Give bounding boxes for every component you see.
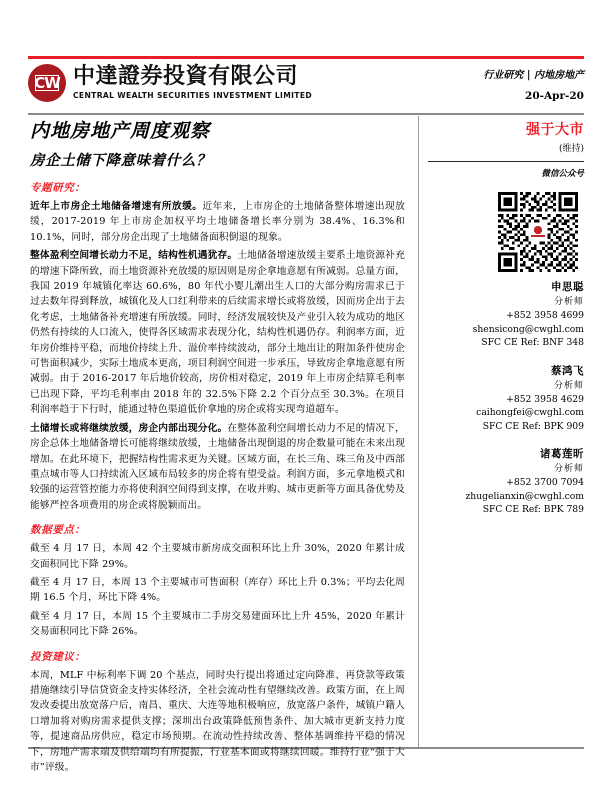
analyst-role: 分析师 bbox=[553, 464, 584, 474]
report-body bbox=[30, 180, 405, 778]
qr-code-icon bbox=[498, 192, 578, 272]
brand-name-en: CENTRAL WEALTH SECURITIES INVESTMENT LIMITED bbox=[73, 91, 313, 100]
section-heading-advice: 投资建议： bbox=[30, 650, 86, 663]
wechat-label: 微信公众号 bbox=[541, 169, 584, 180]
data-point: 截至 4 月 17 日，本周 42 个主要城市新房成交面积环比上升 30%，2020 年累计成交面积同比下降 29%。 bbox=[30, 543, 405, 570]
analyst-phone: +852 3700 7094 bbox=[506, 477, 584, 488]
wechat-qr-code[interactable] bbox=[498, 192, 578, 272]
cw-logo-text: CW bbox=[34, 74, 60, 92]
analyst-name: 诸葛莲昕 bbox=[540, 448, 584, 460]
brand-name-cn: 中達證券投資有限公司 bbox=[73, 64, 299, 89]
analyst-role: 分析师 bbox=[553, 380, 584, 391]
page-subtitle: 房企土储下降意味着什么？ bbox=[30, 152, 212, 169]
analyst-entry bbox=[428, 364, 584, 434]
sector-label: 行业研究 | 内地房地产 bbox=[483, 70, 584, 81]
title-block bbox=[30, 118, 400, 172]
analyst-name: 申思聪 bbox=[551, 281, 584, 293]
analyst-sfc-ref: SFC CE Ref: BPK 909 bbox=[482, 420, 584, 432]
data-point: 截至 4 月 17 日，本周 13 个主要城市可售面积（库存）环比上升 0.3%；平均去化周期 16.5 个月，环比下降 4%。 bbox=[30, 576, 405, 604]
advice-paragraph: 本周，MLF 中标利率下调 20 个基点，同时央行提出将通过定向降准、再贷款等政策措施继续引导信贷资金支持实体经济，全社会流动性有望继续改善。政策方面，在上周发改委提出放宽落户后，南昌、重庆、大连等地积极响应，放宽落户条件，城镇户籍人口增加将对购房需求提供支撑；深圳出台政策降低预售条件、加大城市更新支持力度等，提速商品房供应，稳定市场预期。在流动性持续改善、整体基调维持平稳的情况下，房地产需求端及供给端均有所提振，行业基本面或将继续回暖。维持行业“强于大市”评级。 bbox=[30, 669, 405, 773]
paragraph-text: 近年来，上市房企的土地储备整体增速出现放缓，2017-2019 年上市房企加权平均土地储备增长率分别为 38.4%、16.3%和 10.1%，同时，部分房企出现了土地储备面积倒退的现象。 bbox=[30, 201, 405, 243]
analyst-email[interactable]: zhugelianxin@cwghl.com bbox=[465, 490, 584, 502]
report-date: 20-Apr-20 bbox=[525, 90, 584, 102]
company-logo bbox=[28, 64, 312, 102]
analyst-name: 蔡鸿飞 bbox=[551, 364, 584, 377]
cw-logo-icon bbox=[28, 64, 66, 102]
header-right bbox=[374, 68, 584, 104]
rating-status: (维持) bbox=[558, 144, 584, 154]
analyst-phone: +852 3958 4699 bbox=[506, 310, 584, 321]
rating-value: 强于大市 bbox=[526, 122, 584, 138]
data-point: 截至 4 月 17 日，本周 15 个主要城市二手房交易建面环比上升 45%，2020 年累计交易面积同比下降 26%。 bbox=[30, 610, 405, 638]
brand-block bbox=[73, 64, 312, 101]
paragraph-lead: 土储增长或将继续放缓，房企内部出现分化。 bbox=[30, 422, 228, 434]
topic-paragraph bbox=[30, 199, 405, 245]
rating-divider bbox=[428, 161, 584, 162]
topic-paragraph bbox=[30, 421, 405, 513]
top-red-rule bbox=[28, 56, 584, 59]
analyst-sfc-ref: SFC CE Ref: BNF 348 bbox=[481, 337, 584, 348]
analyst-list bbox=[428, 280, 584, 531]
column-divider bbox=[418, 116, 419, 748]
analyst-email[interactable]: caihongfei@cwghl.com bbox=[476, 407, 584, 418]
page-title: 内地房地产周度观察 bbox=[30, 120, 211, 142]
masthead-rule bbox=[28, 113, 584, 115]
paragraph-text: 土地储备增速放缓主要系土地资源补充的增速下降所致，而土地资源补充放缓的原因则是房企拿地意愿有所减弱。总量方面，我国 2019 年城镇化率达 60.6%，80 年代小婴儿潮出生人口的大部分购房需求已于过去数年得到释放，城镇化及人口红利带来的后续需求增长或将放缓，因而房企出于去化考虑，土地储备补充增速有所放缓。同时，经济发展较快及产业引入较为成功的地区仍然有持续的人口流入，使得各区域需求表现分化，结构性机遇仍存。利润率方面，近年房价维持平稳，而地价持续上升、溢价率持续波动，部分土地出让的附加条件使房企可售面积减少，实际土地成本更高，项目利润空间进一步承压，导致房企拿地意愿有所减弱。由于 2016-2017 年后地价较高，房价相对稳定，2019 年上市房企结算毛利率已出现下降，平均毛利率由 2018 年的 32.5%下降 2.2 个百分点至 30.3%。在项目利润率趋于下行时，能通过特色渠道低价拿地的房企或将实现弯道超车。 bbox=[30, 250, 405, 416]
analyst-sfc-ref: SFC CE Ref: BPK 789 bbox=[482, 504, 584, 515]
topic-paragraph bbox=[30, 248, 405, 417]
section-heading-data: 数据要点： bbox=[30, 524, 86, 537]
masthead bbox=[28, 62, 584, 110]
analyst-phone: +852 3958 4629 bbox=[506, 393, 584, 405]
analyst-role: 分析师 bbox=[553, 297, 584, 307]
rating-block bbox=[428, 120, 584, 181]
section-heading-topic: 专题研究： bbox=[30, 182, 86, 194]
paragraph-lead: 近年上市房企土地储备增速有所放缓。 bbox=[30, 201, 203, 212]
analyst-entry bbox=[428, 447, 584, 517]
paragraph-text: 在整体盈利空间增长动力不足的情况下，房企总体土地储备增长可能将继续放缓，土地储备出现倒退的房企数量可能在未来出现增加。在此环境下，把握结构性需求更为关键。区域方面，在长三角、珠三角及中西部重点城市等人口持续流入区域布局较多的房企将有望受益。利润方面，多元拿地模式和较强的运营管控能力亦将使利润空间得到支撑，在收并购、城市更新等方面具备优势及能够严控各项费用的房企或将脱颖而出。 bbox=[30, 422, 406, 511]
analyst-email[interactable]: shensicong@cwghl.com bbox=[472, 323, 584, 335]
paragraph-lead: 整体盈利空间增长动力不足，结构性机遇犹存。 bbox=[30, 250, 238, 262]
analyst-entry bbox=[428, 280, 584, 350]
